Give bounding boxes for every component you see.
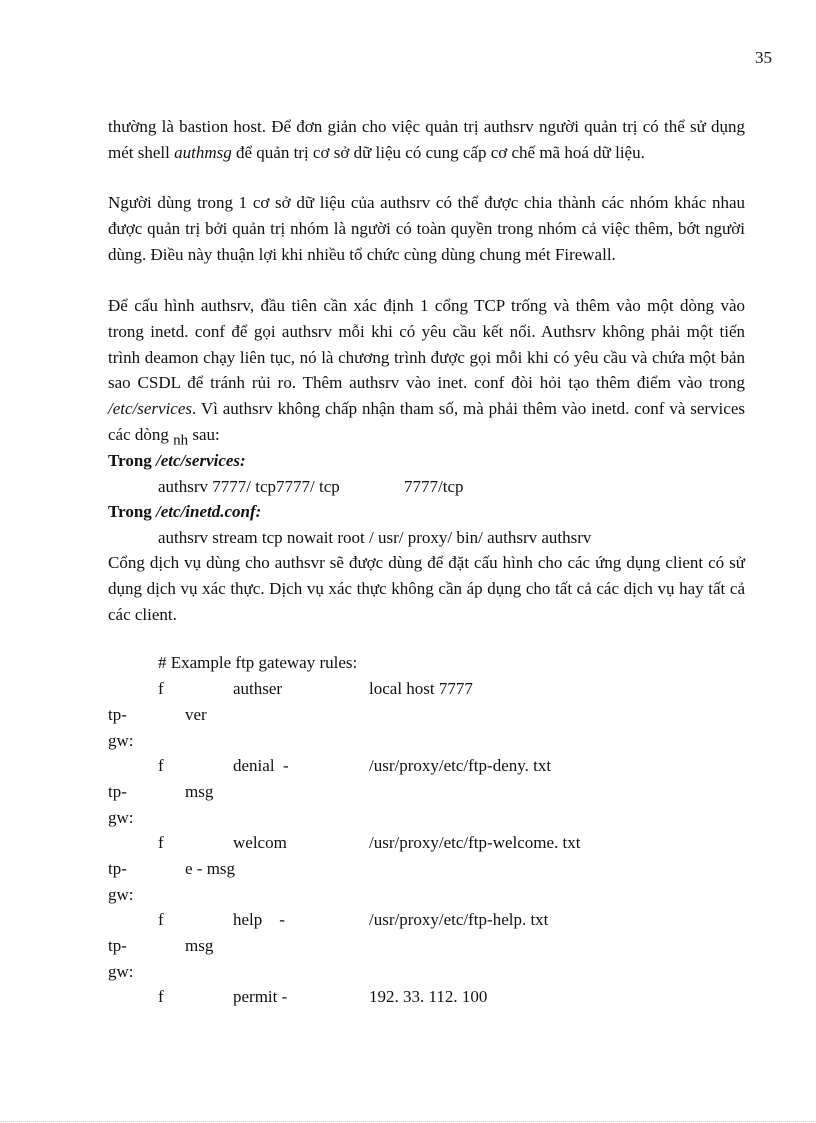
- paragraph-1: [108, 114, 745, 166]
- paragraph-1-text-b: để quản trị cơ sở dữ liệu có cung cấp cơ chế mã hoá dữ liệu.: [231, 142, 645, 162]
- rule-4-w3: gw:: [108, 962, 134, 981]
- rule-4-c3: /usr/proxy/etc/ftp-help. txt: [369, 910, 549, 929]
- heading-etc-inetd-path: /etc/inetd.conf:: [156, 502, 262, 521]
- rule-1-w3: gw:: [108, 731, 134, 750]
- rule-2-c1: f: [158, 756, 164, 775]
- rule-4-w1: tp-: [108, 936, 127, 955]
- paragraph-4: Cổng dịch vụ dùng cho authsvr sẽ được dùng để đặt cấu hình cho các ứng dụng client có sử dụng dịch vụ xác thực. Dịch vụ xác thực không cần áp dụng cho tất cả các dịch vụ hay tất cả các client.: [108, 553, 745, 624]
- rule-4-c1: f: [158, 910, 164, 929]
- rule-3-c1: f: [158, 833, 164, 852]
- heading-etc-services-label: Trong: [108, 451, 152, 470]
- paragraph-1-text-a: thường là bastion host. Để đơn giản cho việc quản trị authsrv người quản trị có thể sử dụng mét shell: [108, 117, 745, 162]
- rule-2-c2: denial -: [233, 756, 289, 775]
- example-comment: # Example ftp gateway rules:: [158, 653, 358, 672]
- authmsg-term: authmsg: [174, 142, 232, 162]
- rule-1-w1: tp-: [108, 705, 127, 724]
- rule-2-c3: /usr/proxy/etc/ftp-deny. txt: [369, 756, 552, 775]
- paragraph-2: Người dùng trong 1 cơ sở dữ liệu của authsrv có thể được chia thành các nhóm khác nhau được quản trị bởi quản trị nhóm là người có toàn quyền trong nhóm cả việc thêm, bớt người dùng. Điều này thuận lợi khi nhiều tổ chức cùng dùng chung mét Firewall.: [108, 193, 745, 264]
- rule-1-w2: ver: [185, 705, 207, 724]
- paragraph-3: [108, 293, 745, 454]
- heading-etc-inetd-label: Trong: [108, 502, 152, 521]
- rule-5-c3: 192. 33. 112. 100: [369, 987, 488, 1006]
- rule-4-c2: help -: [233, 910, 285, 929]
- services-line-b: 7777/tcp: [404, 477, 464, 496]
- rule-1-c3: local host 7777: [369, 679, 473, 698]
- heading-etc-services-path: /etc/services:: [156, 451, 246, 470]
- inetd-line: authsrv stream tcp nowait root / usr/ proxy/ bin/ authsrv authsrv: [158, 528, 592, 547]
- rule-3-c2: welcom: [233, 833, 287, 852]
- etc-services-term: /etc/services: [108, 399, 193, 419]
- page-bottom-rule: [0, 1121, 816, 1122]
- paragraph-3-text-a: Để cấu hình authsrv, đầu tiên cần xác định 1 cổng TCP trống và thêm vào một dòng vào trong inetd. conf để gọi authsrv mỗi khi có yêu cầu kết nối. Authsrv không phải một tiến trình deamon chạy liên tục, nó là chương trình được gọi mỗi khi có yêu cầu và chứa một bản sao CSDL để tránh rủi ro. Thêm authsrv vào inet. conf đòi hỏi tạo thêm điểm vào trong: [108, 296, 745, 393]
- page-number: 35: [755, 48, 772, 67]
- rule-4-w2: msg: [185, 936, 214, 955]
- rule-5-c1: f: [158, 987, 164, 1006]
- paragraph-3-text-c: sau:: [188, 424, 220, 444]
- rule-2-w1: tp-: [108, 782, 127, 801]
- paragraph-3-text-b: . Vì authsrv không chấp nhận tham số, mà phải thêm vào inetd. conf và services các dòng: [108, 399, 745, 444]
- rule-1-c2: authser: [233, 679, 283, 698]
- heading-etc-inetd: [108, 501, 261, 523]
- rule-2-w2: msg: [185, 782, 214, 801]
- rule-5-c2: permit -: [233, 987, 288, 1006]
- rule-3-w1: tp-: [108, 859, 127, 878]
- rule-3-c3: /usr/proxy/etc/ftp-welcome. txt: [369, 833, 581, 852]
- rule-2-w3: gw:: [108, 808, 134, 827]
- services-line-a: authsrv 7777/ tcp7777/ tcp: [158, 477, 340, 496]
- rule-3-w3: gw:: [108, 885, 134, 904]
- rule-1-c1: f: [158, 679, 164, 698]
- heading-etc-services: [108, 450, 246, 472]
- rule-3-w2: e - msg: [185, 859, 236, 878]
- paragraph-3-sub: nh: [173, 432, 189, 449]
